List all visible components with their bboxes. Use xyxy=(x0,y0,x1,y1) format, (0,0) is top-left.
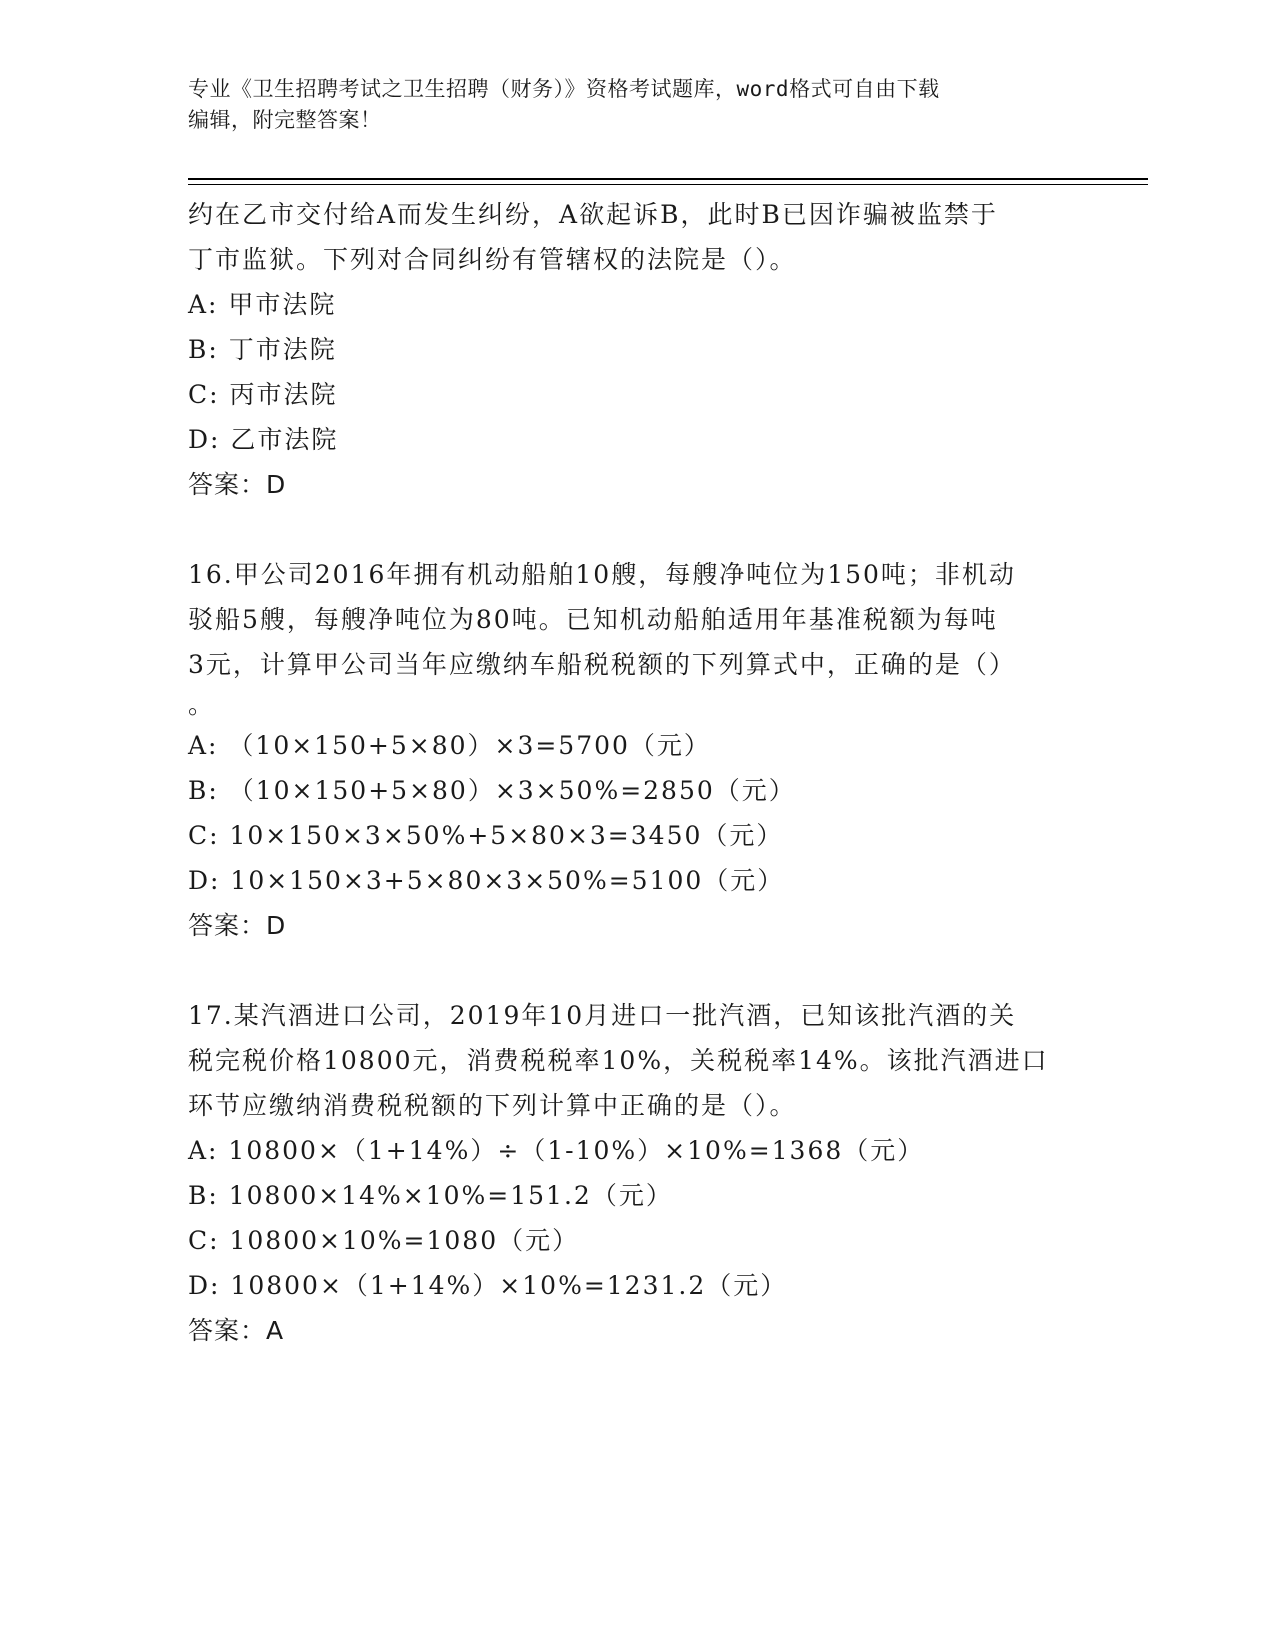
header-line-1: 专业《卫生招聘考试之卫生招聘（财务）》资格考试题库，word格式可自由下载 xyxy=(188,77,940,101)
question-text-line: 17.某汽酒进口公司，2019年10月进口一批汽酒，已知该批汽酒的关 xyxy=(188,1001,1017,1030)
question-15 xyxy=(188,192,1088,507)
question-17 xyxy=(188,993,1088,1353)
question-spacer xyxy=(188,948,1088,993)
question-text-line: 环节应缴纳消费税税额的下列计算中正确的是（）。 xyxy=(188,1091,797,1120)
option-a: A: 10800×（1+14%）÷（1-10%）×10%=1368（元） xyxy=(188,1136,925,1165)
option-d: D: 乙市法院 xyxy=(188,425,339,454)
question-text-line: 约在乙市交付给A而发生纠纷，A欲起诉B，此时B已因诈骗被监禁于 xyxy=(188,200,998,229)
option-a: A: （10×150+5×80）×3=5700（元） xyxy=(188,731,711,760)
question-text-line: 税完税价格10800元，消费税税率10%，关税税率14%。该批汽酒进口 xyxy=(188,1046,1049,1075)
question-text-line: 丁市监狱。下列对合同纠纷有管辖权的法院是（）。 xyxy=(188,245,797,274)
answer-label: 答案：A xyxy=(188,1316,285,1345)
question-text-line: 。 xyxy=(188,690,216,719)
option-d: D: 10×150×3+5×80×3×50%=5100（元） xyxy=(188,866,785,895)
answer-label: 答案：D xyxy=(188,470,287,499)
option-b: B: 10800×14%×10%=151.2（元） xyxy=(188,1181,673,1210)
question-16 xyxy=(188,552,1088,948)
question-text-line: 3元，计算甲公司当年应缴纳车船税税额的下列算式中，正确的是（） xyxy=(188,650,1016,679)
question-list xyxy=(188,192,1088,1353)
option-d: D: 10800×（1+14%）×10%=1231.2（元） xyxy=(188,1271,788,1300)
question-text-line: 驳船5艘，每艘净吨位为80吨。已知机动船舶适用年基准税额为每吨 xyxy=(188,605,998,634)
document-header xyxy=(188,74,1088,136)
header-divider-thick xyxy=(188,178,1148,180)
option-b: B: （10×150+5×80）×3×50%=2850（元） xyxy=(188,776,796,805)
option-b: B: 丁市法院 xyxy=(188,335,337,364)
header-divider-thin xyxy=(188,184,1148,185)
option-c: C: 丙市法院 xyxy=(188,380,338,409)
question-spacer xyxy=(188,507,1088,552)
header-line-2: 编辑，附完整答案！ xyxy=(188,108,382,132)
option-a: A: 甲市法院 xyxy=(188,290,337,319)
option-c: C: 10800×10%=1080（元） xyxy=(188,1226,580,1255)
answer-label: 答案：D xyxy=(188,911,287,940)
question-text-line: 16.甲公司2016年拥有机动船舶10艘，每艘净吨位为150吨；非机动 xyxy=(188,560,1016,589)
option-c: C: 10×150×3×50%+5×80×3=3450（元） xyxy=(188,821,784,850)
